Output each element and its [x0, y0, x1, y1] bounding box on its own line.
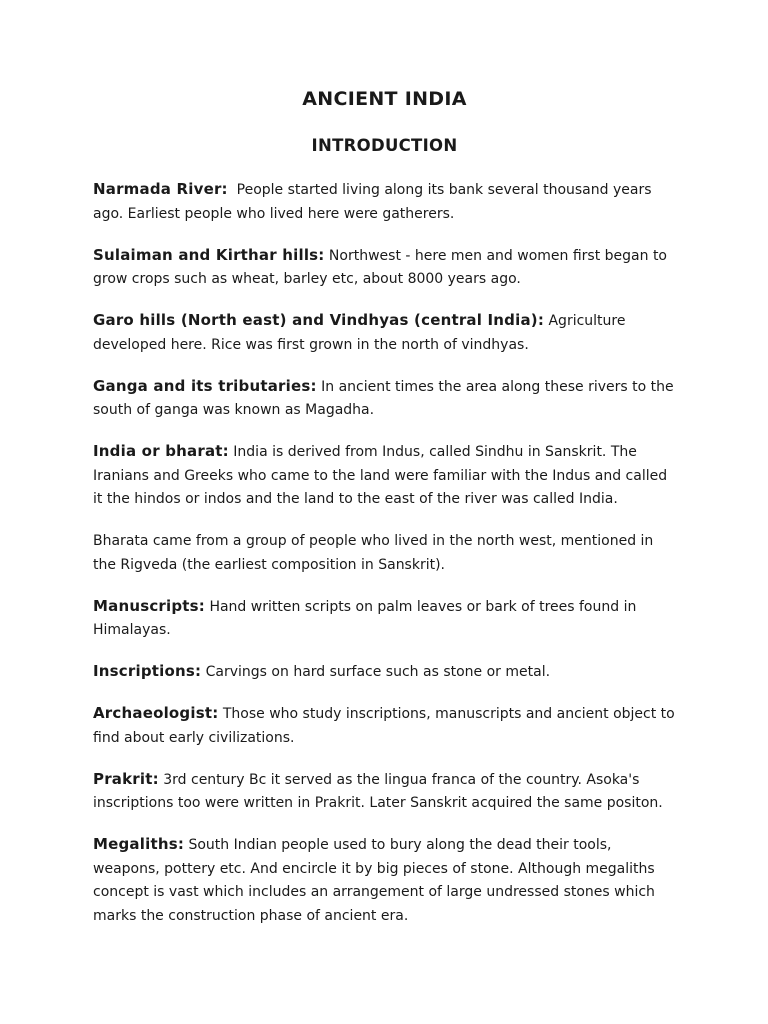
entry-text: South Indian people used to bury along the dead their tools, weapons, pottery etc. And encircle it by big pieces of stone. Although megaliths concept is vast which includes an arrangement of large undressed stones which marks the construction phase of ancient era.: [93, 837, 655, 924]
entry-india-or-bharat: [93, 440, 676, 512]
section-heading: INTRODUCTION: [311, 136, 458, 155]
entry-sulaiman-kirthar-hills: [93, 244, 676, 292]
entry-term: Archaeologist:: [93, 704, 219, 722]
entry-megaliths: [93, 833, 676, 928]
entries-list: [93, 178, 676, 928]
entry-term: Ganga and its tributaries:: [93, 376, 317, 395]
entry-inscriptions: [93, 660, 676, 685]
entry-text: India is derived from Indus, called Sindhu in Sanskrit. The Iranians and Greeks who came to the land were familiar with the Indus and called it the hindos or indos and the land to the east of the river was called India.: [93, 444, 668, 507]
entry-term: Garo hills (North east) and Vindhyas (central India):: [93, 311, 545, 329]
entry-narmada-river: [93, 178, 676, 226]
entry-text: Agriculture developed here. Rice was first grown in the north of vindhyas.: [93, 313, 626, 353]
entry-text: Bharata came from a group of people who lived in the north west, mentioned in the Rigveda (the earliest composition in Sanskrit).: [93, 533, 654, 573]
entry-term: Inscriptions:: [93, 662, 202, 680]
entry-text: Hand written scripts on palm leaves or bark of trees found in Himalayas.: [93, 598, 637, 638]
page-title: ANCIENT INDIA: [302, 88, 467, 110]
entry-term: Prakrit:: [93, 769, 159, 788]
entry-garo-vindhyas: [93, 309, 676, 357]
entry-text: Northwest - here men and women first began to grow crops such as wheat, barley etc, about 8000 years ago.: [93, 247, 667, 287]
entry-term: India or bharat:: [93, 442, 229, 460]
entry-archaeologist: [93, 702, 676, 750]
entry-term: Manuscripts:: [93, 596, 205, 615]
entry-prakrit: [93, 768, 676, 816]
entry-text: Carvings on hard surface such as stone or metal.: [201, 664, 551, 680]
entry-bharata: [93, 529, 676, 577]
entry-ganga-tributaries: [93, 375, 676, 423]
entry-text: Those who study inscriptions, manuscripts and ancient object to find about early civilizations.: [93, 706, 675, 746]
entry-term: Narmada River:: [93, 180, 228, 198]
entry-manuscripts: [93, 595, 676, 643]
entry-term: Sulaiman and Kirthar hills:: [93, 245, 325, 264]
entry-text: 3rd century Bc it served as the lingua franca of the country. Asoka's inscriptions too were written in Prakrit. Later Sanskrit acquired the same positon.: [93, 771, 663, 811]
entry-text: People started living along its bank several thousand years ago. Earliest people who lived here were gatherers.: [93, 182, 656, 222]
entry-text: In ancient times the area along these rivers to the south of ganga was known as Magadha.: [93, 378, 674, 418]
entry-term: Megaliths:: [93, 835, 185, 853]
